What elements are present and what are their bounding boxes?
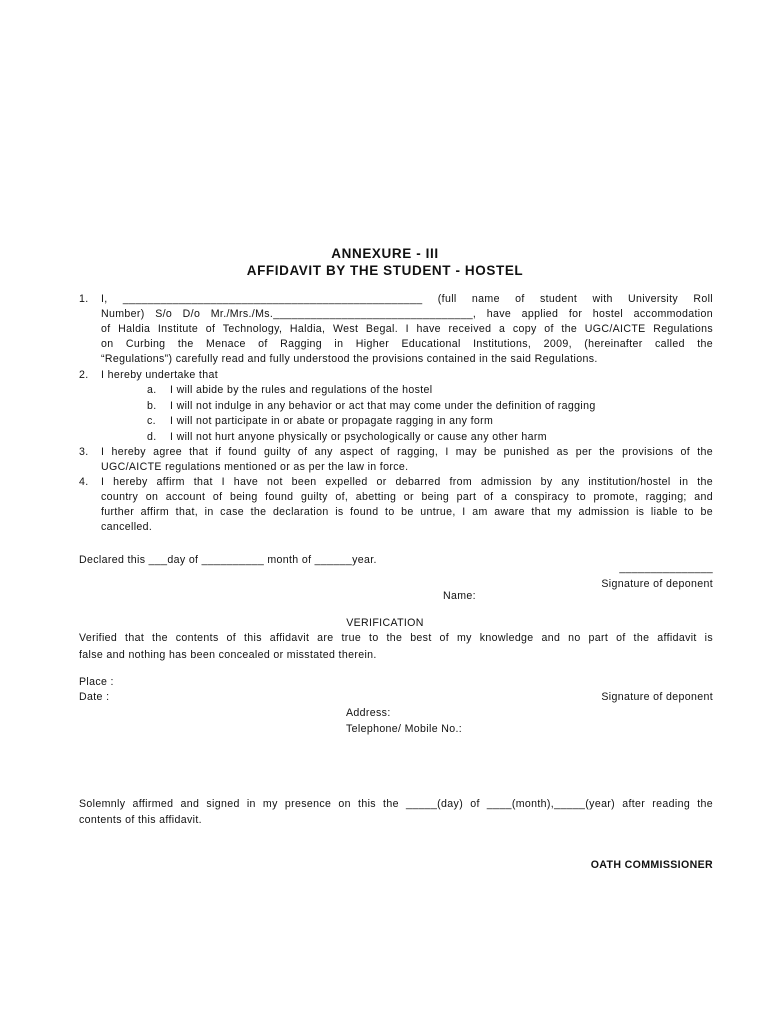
clause-line: I, ________________________________________________ (full name of student with University Roll	[101, 293, 713, 305]
affidavit-title: AFFIDAVIT BY THE STUDENT - HOSTEL	[246, 263, 524, 278]
annexure-heading: ANNEXURE - III	[331, 246, 439, 261]
sub-item-text: I will not participate in or abate or propagate ragging in any form	[170, 415, 494, 427]
solemn-line: contents of this affidavit.	[79, 814, 202, 826]
verification-line: Verified that the contents of this affidavit are true to the best of my knowledge and no part of the affidavit is	[79, 632, 713, 644]
clause-line: country on account of being found guilty of, abetting or being part of a conspiracy to promote, ragging; and	[101, 491, 713, 503]
sub-item-label: d.	[147, 431, 157, 443]
clause-number: 4.	[79, 476, 89, 488]
sub-item-label: c.	[147, 415, 156, 427]
clause-number: 2.	[79, 369, 89, 381]
verification-signature-label: Signature of deponent	[601, 691, 713, 703]
clause-line: on Curbing the Menace of Ragging in Higher Educational Institutions, 2009, (hereinafter called the	[101, 338, 713, 350]
sub-item-text: I will not hurt anyone physically or psychologically or cause any other harm	[170, 431, 547, 443]
clause-line: UGC/AICTE regulations mentioned or as per the law in force.	[101, 461, 409, 473]
sub-item-text: I will not indulge in any behavior or act that may come under the definition of ragging	[170, 400, 596, 412]
declared-line: Declared this ___day of __________ month of ______year.	[79, 554, 377, 566]
sub-item-text: I will abide by the rules and regulations of the hostel	[170, 384, 433, 396]
clause-line: I hereby affirm that I have not been expelled or debarred from admission by any institution/hostel in the	[101, 476, 713, 488]
clause-number: 3.	[79, 446, 89, 458]
phone-label: Telephone/ Mobile No.:	[346, 723, 463, 735]
clause-line: Number) S/o D/o Mr./Mrs./Ms.________________________________, have applied for hostel accommodation	[101, 308, 713, 320]
verification-heading: VERIFICATION	[346, 617, 424, 629]
clause-line: cancelled.	[101, 521, 153, 533]
clause-line: I hereby agree that if found guilty of any aspect of ragging, I may be punished as per the provisions of the	[101, 446, 713, 458]
sub-item-label: b.	[147, 400, 157, 412]
clause-line: of Haldia Institute of Technology, Haldia, West Begal. I have received a copy of the UGC/AICTE Regulations	[101, 323, 713, 335]
verification-line: false and nothing has been concealed or misstated therein.	[79, 649, 377, 661]
name-label: Name:	[443, 590, 476, 602]
address-label: Address:	[346, 707, 391, 719]
clause-line: I hereby undertake that	[101, 369, 219, 381]
signature-blank-line: _______________	[619, 562, 713, 574]
signature-label: Signature of deponent	[601, 578, 713, 590]
clause-line: further affirm that, in case the declaration is found to be untrue, I am aware that my admission is liable to be	[101, 506, 713, 518]
solemn-line: Solemnly affirmed and signed in my presence on this the _____(day) of ____(month),_____(year) after reading the	[79, 798, 713, 810]
place-label: Place :	[79, 676, 114, 688]
sub-item-label: a.	[147, 384, 157, 396]
oath-commissioner-label: OATH COMMISSIONER	[590, 859, 713, 871]
clause-line: “Regulations”) carefully read and fully understood the provisions contained in the said Regulations.	[101, 353, 598, 365]
date-label: Date :	[79, 691, 110, 703]
clause-number: 1.	[79, 293, 89, 305]
